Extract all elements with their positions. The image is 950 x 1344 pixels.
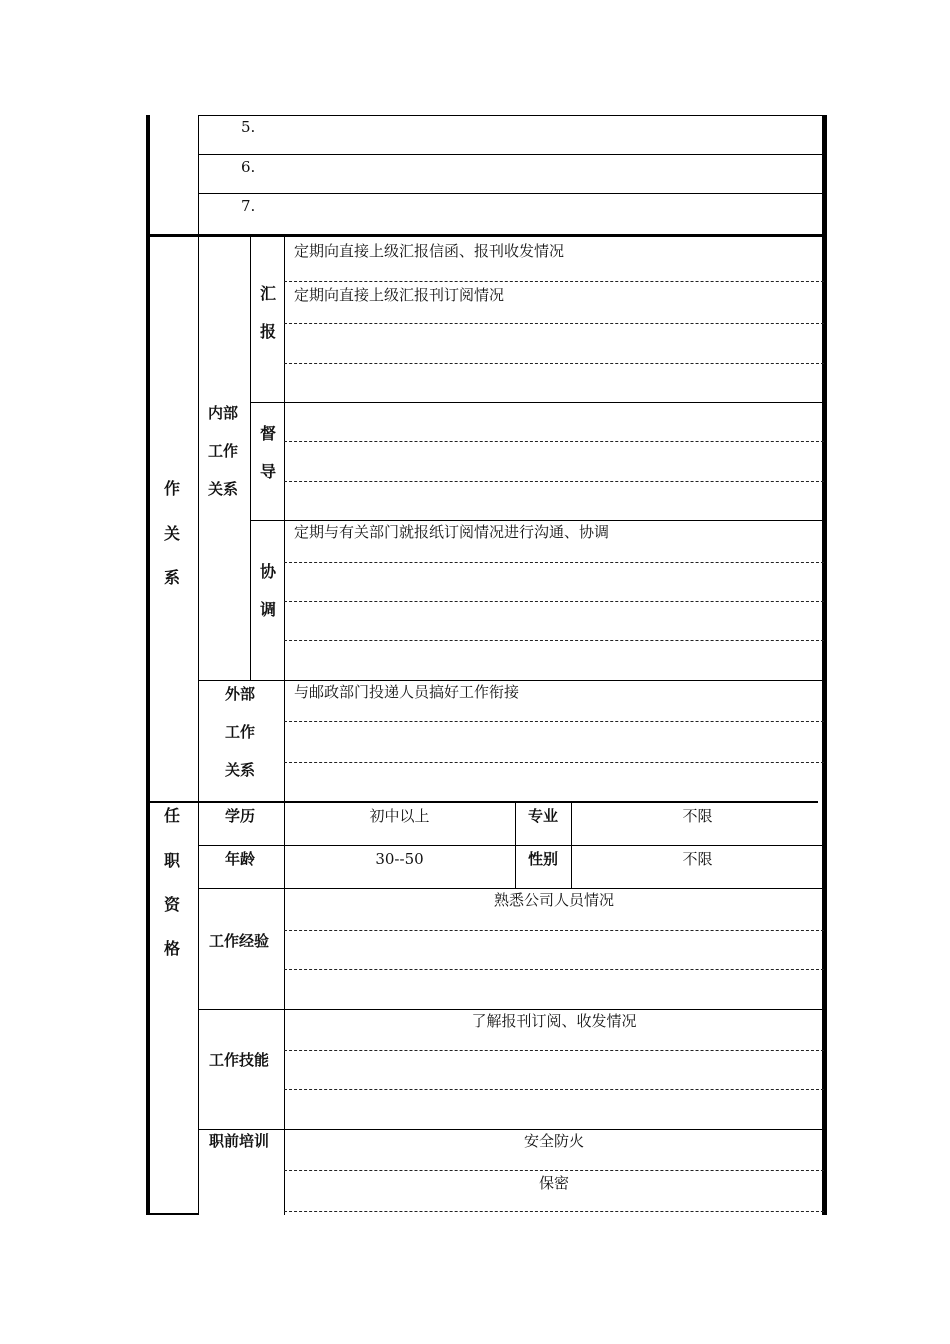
relations-section-char: 系 xyxy=(164,568,181,587)
external-relations-label: 外部 xyxy=(225,685,256,703)
external-relations-label: 关系 xyxy=(225,761,256,779)
training-value: 保密 xyxy=(538,1174,569,1192)
major-label: 专业 xyxy=(528,807,559,825)
col-divider-subsection xyxy=(284,237,285,1215)
coordinate-line: 定期与有关部门就报纸订阅情况进行沟通、协调 xyxy=(294,523,610,541)
external-line: 与邮政部门投递人员搞好工作衔接 xyxy=(294,683,520,701)
dashed-line xyxy=(284,323,824,324)
qualifications-section-char: 格 xyxy=(164,939,181,958)
dashed-line xyxy=(284,1211,824,1212)
dashed-line xyxy=(284,481,824,482)
experience-value: 熟悉公司人员情况 xyxy=(493,891,614,909)
duty-item-7: 7. xyxy=(241,197,256,215)
col-divider-section xyxy=(198,115,199,1215)
row-line-supervise xyxy=(250,402,824,403)
row-line-skills xyxy=(198,1009,824,1010)
major-value: 不限 xyxy=(682,807,713,825)
table-left-border xyxy=(146,115,150,1215)
qualifications-section-char: 职 xyxy=(164,851,181,870)
dashed-line xyxy=(284,640,824,641)
coordinate-label: 协 xyxy=(260,562,277,581)
coordinate-label: 调 xyxy=(260,600,277,619)
table-bottom-left xyxy=(150,1213,198,1215)
duty-item-6: 6. xyxy=(241,158,256,176)
dashed-line xyxy=(284,281,824,282)
dashed-line xyxy=(284,721,824,722)
row-line-6 xyxy=(198,154,824,155)
dashed-line xyxy=(284,441,824,442)
row-line-age xyxy=(198,845,824,846)
education-label: 学历 xyxy=(225,807,256,825)
row-line-coordinate xyxy=(250,520,824,521)
report-label: 汇 xyxy=(260,284,277,303)
dashed-line xyxy=(284,969,824,970)
age-value: 30--50 xyxy=(375,850,424,868)
report-label: 报 xyxy=(260,322,277,341)
experience-label: 工作经验 xyxy=(209,932,270,950)
training-label: 职前培训 xyxy=(209,1132,270,1150)
row-top xyxy=(198,115,824,116)
dashed-line xyxy=(284,1050,824,1051)
col-divider-internal xyxy=(250,237,251,680)
report-line: 定期向直接上级汇报信函、报刊收发情况 xyxy=(294,242,565,260)
dashed-line xyxy=(284,930,824,931)
qualifications-section-char: 任 xyxy=(164,806,181,825)
relations-section-char: 作 xyxy=(164,479,181,498)
training-value: 安全防火 xyxy=(523,1132,584,1150)
skills-value: 了解报刊订阅、收发情况 xyxy=(471,1012,637,1030)
supervise-label: 导 xyxy=(260,462,277,481)
row-line-7 xyxy=(198,193,824,194)
dashed-line xyxy=(284,762,824,763)
supervise-label: 督 xyxy=(260,424,277,443)
dashed-line xyxy=(284,363,824,364)
section-divider-qualifications xyxy=(150,801,818,803)
internal-relations-label: 工作 xyxy=(208,442,239,460)
row-line-external xyxy=(198,680,824,681)
gender-label: 性别 xyxy=(528,850,559,868)
skills-label: 工作技能 xyxy=(209,1051,270,1069)
dashed-line xyxy=(284,1089,824,1090)
internal-relations-label: 关系 xyxy=(208,480,239,498)
report-line: 定期向直接上级汇报刊订阅情况 xyxy=(294,286,505,304)
dashed-line xyxy=(284,601,824,602)
section-divider-relations xyxy=(150,234,822,237)
relations-section-char: 关 xyxy=(164,524,181,543)
age-label: 年龄 xyxy=(225,850,256,868)
external-relations-label: 工作 xyxy=(225,723,256,741)
gender-value: 不限 xyxy=(682,850,713,868)
duty-item-5: 5. xyxy=(241,118,256,136)
internal-relations-label: 内部 xyxy=(208,404,239,422)
qualifications-section-char: 资 xyxy=(164,895,181,914)
dashed-line xyxy=(284,562,824,563)
education-value: 初中以上 xyxy=(369,807,430,825)
dashed-line xyxy=(284,1170,824,1171)
row-line-training xyxy=(198,1129,824,1130)
row-line-experience xyxy=(198,888,824,889)
